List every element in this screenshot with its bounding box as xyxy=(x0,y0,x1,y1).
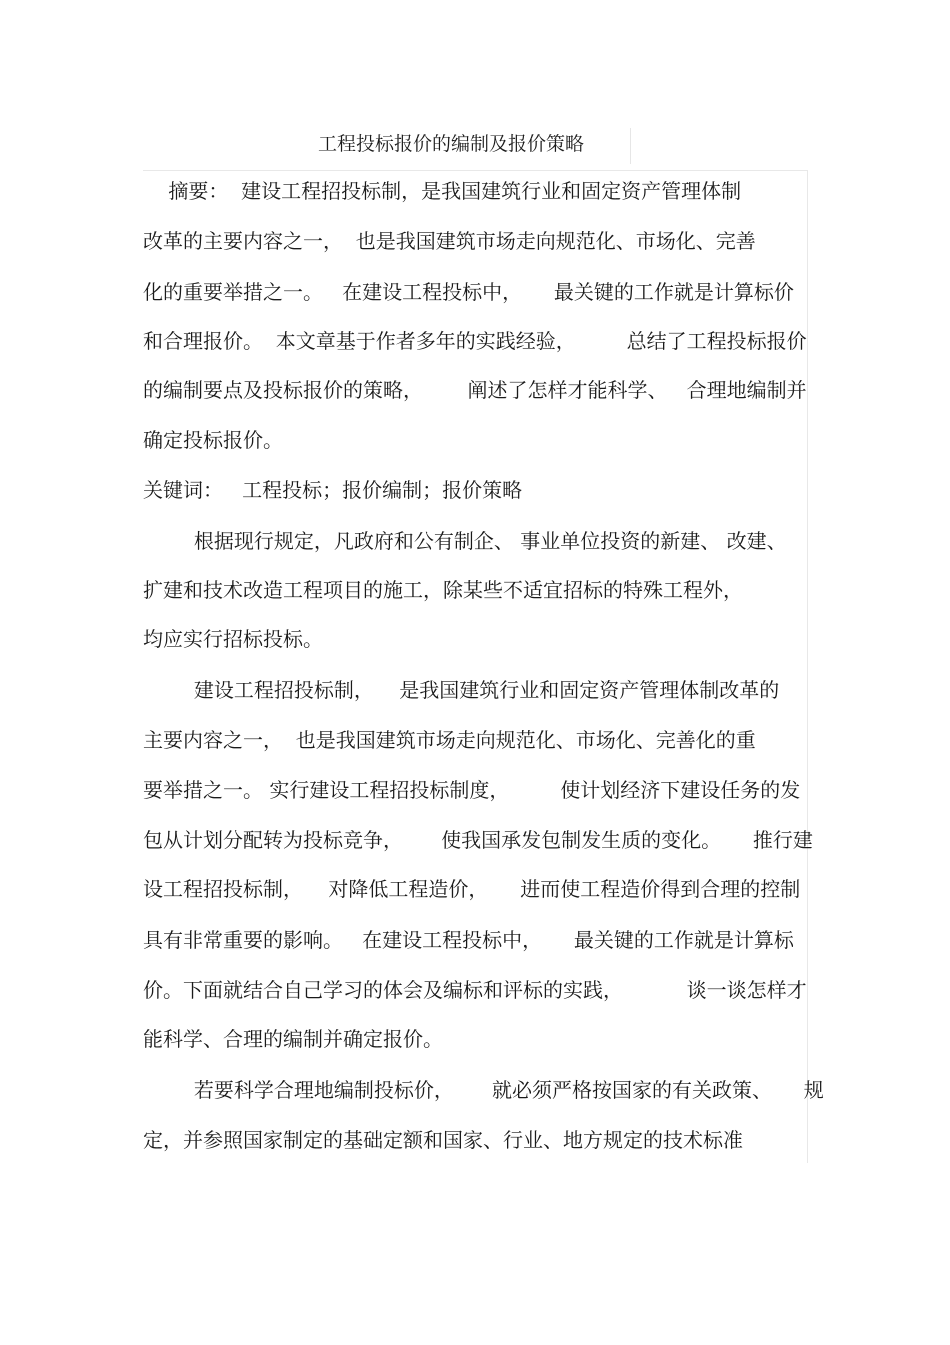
paragraph-line: 具有非常重要的影响。 在建设工程投标中， 最关键的工作就是计算标 xyxy=(143,928,794,952)
abstract-line-1: 摘要： 建设工程招投标制，是我国建筑行业和固定资产管理体制 xyxy=(143,179,742,203)
abstract-line-2: 改革的主要内容之一， 也是我国建筑市场走向规范化、市场化、完善 xyxy=(143,229,756,253)
paragraph-line: 设工程招投标制， 对降低工程造价， 进而使工程造价得到合理的控制 xyxy=(143,877,801,901)
paragraph-line: 扩建和技术改造工程项目的施工，除某些不适宜招标的特殊工程外， xyxy=(143,578,743,602)
document-title: 工程投标报价的编制及报价策略 xyxy=(318,133,585,155)
paragraph-line: 建设工程招投标制， 是我国建筑行业和固定资产管理体制改革的 xyxy=(143,678,780,702)
paragraph-line: 要举措之一。 实行建设工程招投标制度， 使计划经济下建设任务的发 xyxy=(143,778,801,802)
abstract-line-3: 化的重要举措之一。 在建设工程投标中， 最关键的工作就是计算标价 xyxy=(143,280,794,304)
paragraph-line: 价。下面就结合自己学习的体会及编标和评标的实践， 谈一谈怎样才 xyxy=(143,978,807,1002)
paragraph-line: 包从计划分配转为投标竞争， 使我国承发包制发生质的变化。 推行建 xyxy=(143,828,813,852)
abstract-line-6: 确定投标报价。 xyxy=(143,428,283,452)
paragraph-line: 根据现行规定，凡政府和公有制企、 事业单位投资的新建、 改建、 xyxy=(143,529,787,553)
abstract-line-5: 的编制要点及投标报价的策略， 阐述了怎样才能科学、 合理地编制并 xyxy=(143,378,807,402)
abstract-line-4: 和合理报价。 本文章基于作者多年的实践经验， 总结了工程投标报价 xyxy=(143,329,807,353)
text-frame xyxy=(143,170,808,1163)
paragraph-line: 主要内容之一， 也是我国建筑市场走向规范化、市场化、完善化的重 xyxy=(143,728,756,752)
paragraph-line: 若要科学合理地编制投标价， 就必须严格按国家的有关政策、 规 xyxy=(143,1078,824,1102)
paragraph-line: 均应实行招标投标。 xyxy=(143,627,323,651)
paragraph-line: 能科学、合理的编制并确定报价。 xyxy=(143,1027,443,1051)
keywords-line: 关键词： 工程投标；报价编制；报价策略 xyxy=(143,478,523,502)
paragraph-line: 定，并参照国家制定的基础定额和国家、行业、地方规定的技术标准 xyxy=(143,1128,743,1152)
